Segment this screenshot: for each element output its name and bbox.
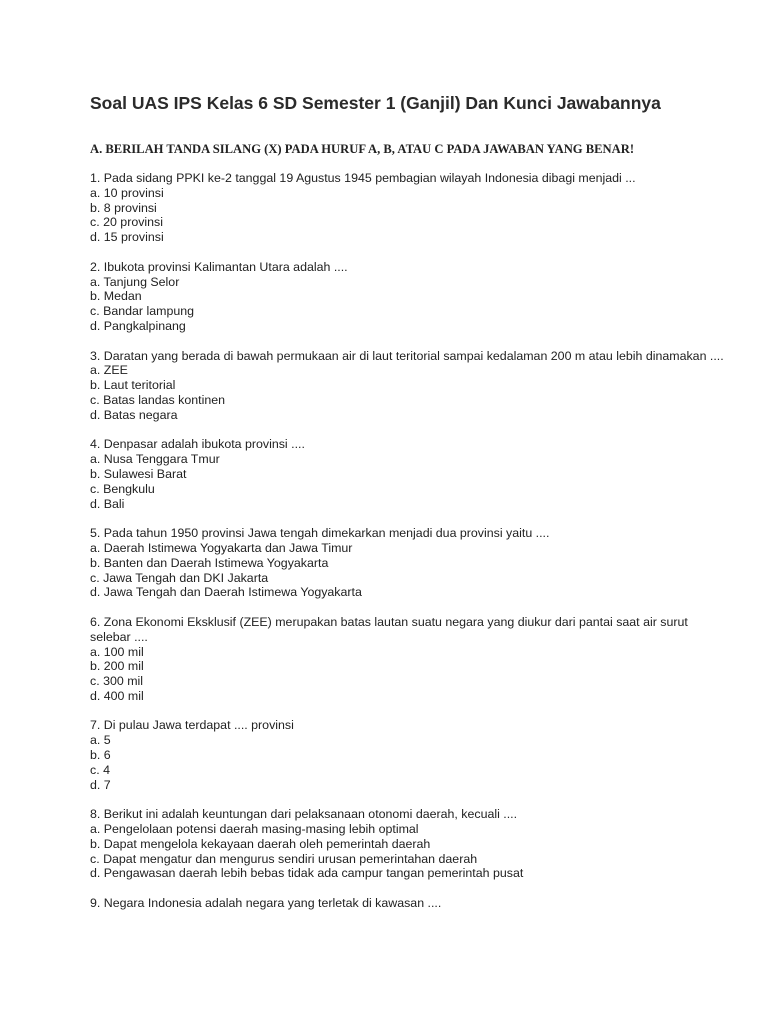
answer-option: a. 100 mil	[90, 644, 144, 659]
answer-option: d. Batas negara	[90, 407, 178, 422]
answer-option: b. Sulawesi Barat	[90, 466, 187, 481]
question-item	[90, 437, 730, 511]
answer-option: c. 300 mil	[90, 674, 144, 689]
answer-option: c. 4	[90, 762, 110, 777]
answer-option: a. Tanjung Selor	[90, 274, 180, 289]
section-heading: A. BERILAH TANDA SILANG (X) PADA HURUF A, B, ATAU C PADA JAWABAN YANG BENAR!	[90, 142, 635, 156]
answer-option: d. 400 mil	[90, 688, 144, 703]
answer-option: d. Jawa Tengah dan Daerah Istimewa Yogyakarta	[90, 585, 362, 600]
question-text: 8. Berikut ini adalah keuntungan dari pelaksanaan otonomi daerah, kecuali ....	[90, 807, 518, 822]
answer-option: b. Dapat mengelola kekayaan daerah oleh pemerintah daerah	[90, 836, 431, 851]
question-item	[90, 526, 730, 600]
question-list	[90, 171, 730, 926]
answer-option: d. Bali	[90, 496, 125, 511]
question-item	[90, 171, 730, 245]
question-text: 5. Pada tahun 1950 provinsi Jawa tengah dimekarkan menjadi dua provinsi yaitu ....	[90, 526, 550, 541]
question-item	[90, 615, 730, 704]
answer-option: b. Laut teritorial	[90, 378, 176, 393]
question-text: 3. Daratan yang berada di bawah permukaan air di laut teritorial sampai kedalaman 200 m atau lebih dinamakan ....	[90, 348, 724, 363]
answer-option: d. 7	[90, 777, 111, 792]
answer-option: a. ZEE	[90, 363, 128, 378]
answer-option: b. 8 provinsi	[90, 200, 157, 215]
answer-option: b. Banten dan Daerah Istimewa Yogyakarta	[90, 555, 329, 570]
question-item	[90, 718, 730, 792]
answer-option: a. Nusa Tenggara Tmur	[90, 452, 220, 467]
question-text: 1. Pada sidang PPKI ke-2 tanggal 19 Agustus 1945 pembagian wilayah Indonesia dibagi menjadi ...	[90, 171, 636, 185]
answer-option: d. 15 provinsi	[90, 230, 164, 245]
answer-option: a. Daerah Istimewa Yogyakarta dan Jawa Timur	[90, 540, 353, 555]
question-item	[90, 349, 730, 423]
answer-option: c. Jawa Tengah dan DKI Jakarta	[90, 570, 269, 585]
answer-option: a. 10 provinsi	[90, 185, 164, 200]
question-text: 2. Ibukota provinsi Kalimantan Utara adalah ....	[90, 259, 348, 274]
answer-option: a. 5	[90, 733, 111, 748]
question-item	[90, 896, 730, 911]
answer-option: d. Pangkalpinang	[90, 318, 186, 333]
answer-option: b. 6	[90, 748, 111, 763]
answer-option: c. 20 provinsi	[90, 215, 164, 230]
question-item	[90, 260, 730, 334]
question-text: 6. Zona Ekonomi Eksklusif (ZEE) merupakan batas lautan suatu negara yang diukur dari pantai saat air surut selebar ....	[90, 614, 688, 644]
answer-option: c. Bandar lampung	[90, 304, 195, 319]
question-item	[90, 807, 730, 881]
answer-option: b. 200 mil	[90, 659, 144, 674]
answer-option: b. Medan	[90, 289, 142, 304]
answer-option: c. Dapat mengatur dan mengurus sendiri urusan pemerintahan daerah	[90, 851, 478, 866]
question-text: 4. Denpasar adalah ibukota provinsi ....	[90, 437, 305, 452]
answer-option: a. Pengelolaan potensi daerah masing-masing lebih optimal	[90, 822, 419, 837]
answer-option: c. Bengkulu	[90, 481, 155, 496]
page-title: Soal UAS IPS Kelas 6 SD Semester 1 (Ganjil) Dan Kunci Jawabannya	[90, 93, 661, 113]
question-text: 7. Di pulau Jawa terdapat .... provinsi	[90, 718, 294, 733]
answer-option: c. Batas landas kontinen	[90, 392, 226, 407]
question-text: 9. Negara Indonesia adalah negara yang terletak di kawasan ....	[90, 896, 442, 911]
answer-option: d. Pengawasan daerah lebih bebas tidak ada campur tangan pemerintah pusat	[90, 866, 524, 881]
